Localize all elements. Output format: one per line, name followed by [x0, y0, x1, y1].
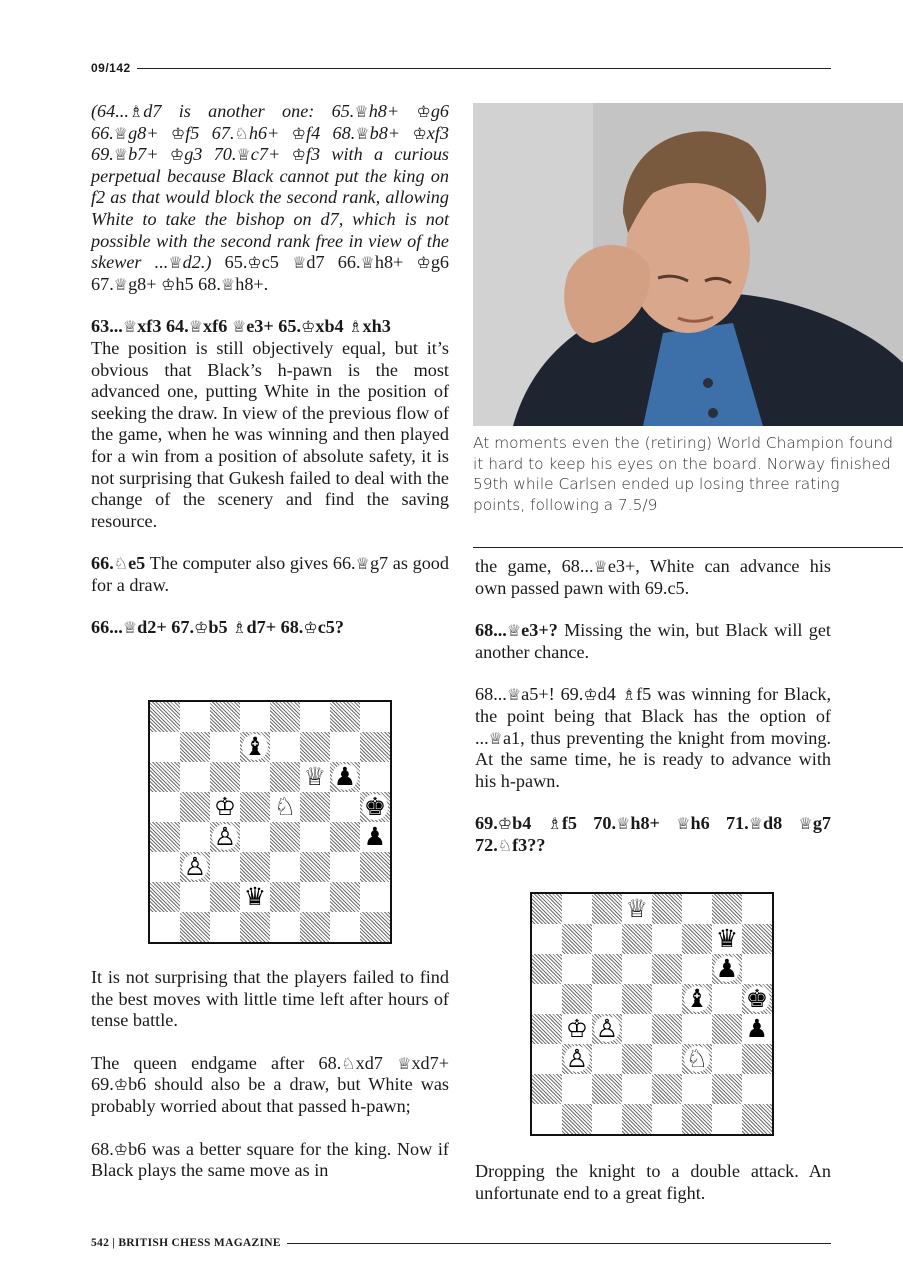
- chess-piece-icon: ♗: [621, 685, 637, 705]
- chess-piece-icon: ♕: [748, 814, 764, 834]
- board-square: [562, 1044, 592, 1074]
- chess-piece-icon: ♛: [715, 924, 739, 953]
- board-square: [622, 984, 652, 1014]
- chess-piece-icon: ♙: [565, 1044, 589, 1073]
- board-square: [652, 1014, 682, 1044]
- chess-piece-icon: ♕: [488, 728, 503, 748]
- board-square: [330, 822, 360, 852]
- text-paragraph: [475, 684, 831, 792]
- board-square: [210, 912, 240, 942]
- chess-piece-icon: ♔: [565, 1014, 589, 1043]
- board-square: [150, 762, 180, 792]
- chess-piece-icon: ♕: [292, 253, 307, 273]
- chess-piece-icon: ♔: [583, 685, 598, 705]
- board-square: [742, 954, 772, 984]
- board-square: [240, 852, 270, 882]
- board-square: [562, 1074, 592, 1104]
- board-square: [532, 984, 562, 1014]
- chess-piece-icon: ♘: [497, 835, 513, 855]
- board-square: [270, 882, 300, 912]
- text-run: h8+: [374, 252, 417, 273]
- chess-piece-icon: ♟: [745, 1014, 769, 1043]
- chess-piece-icon: ♕: [355, 123, 370, 143]
- board-square: [532, 894, 562, 924]
- chess-piece-icon: ♟: [363, 822, 387, 851]
- board-square: [652, 1074, 682, 1104]
- move-heading: [91, 617, 449, 639]
- text-run: e3+ 65.: [246, 316, 301, 337]
- text-run: the game, 68...: [475, 556, 594, 576]
- text-run: d7 is another one: 65.: [143, 101, 355, 121]
- board-square: [562, 954, 592, 984]
- chess-piece-icon: ♔: [161, 274, 176, 294]
- board-square: [300, 852, 330, 882]
- board-square: [210, 792, 240, 822]
- chess-piece-icon: ♕: [676, 814, 691, 834]
- chess-diagram: [148, 700, 392, 944]
- board-square: [150, 792, 180, 822]
- board-square: [682, 894, 712, 924]
- board-square: [742, 924, 772, 954]
- board-square: [300, 822, 330, 852]
- chess-piece-icon: ♕: [506, 621, 522, 641]
- text-run: h8+: [630, 813, 677, 834]
- board-square: [270, 732, 300, 762]
- board-square: [180, 792, 210, 822]
- board-square: [150, 852, 180, 882]
- board-square: [532, 1104, 562, 1134]
- chess-piece-icon: ♔: [247, 253, 262, 273]
- board-square: [652, 924, 682, 954]
- chess-piece-icon: ♛: [243, 882, 267, 911]
- board-square: [562, 924, 592, 954]
- chess-piece-icon: ♔: [416, 102, 431, 121]
- chess-piece-icon: ♕: [231, 317, 247, 337]
- text-run: xh3: [362, 316, 391, 337]
- text-paragraph: [475, 556, 831, 599]
- board-square: [532, 924, 562, 954]
- text-run: 68...: [475, 684, 507, 705]
- board-square: [240, 762, 270, 792]
- board-square: [712, 894, 742, 924]
- analysis-paragraph: The position is still objectively equal, but it’s obvious that Black’s h-pawn is the most advanced one, putting White in the position of seeking the draw. In view of the previous flow of the game, when he was winning and then played for a win from a position of absolute safety, it is not surprising that Gukesh failed to deal with the change of the scenery and find the saving resource.: [91, 337, 449, 531]
- board-square: [330, 732, 360, 762]
- chess-piece-icon: ♘: [341, 1053, 356, 1073]
- text-paragraph: [475, 620, 831, 663]
- text-run: d2+ 67.: [137, 617, 195, 638]
- board-square: [360, 822, 390, 852]
- board-square: [270, 822, 300, 852]
- chess-piece-icon: ♙: [213, 822, 237, 851]
- board-square: [592, 894, 622, 924]
- chess-piece-icon: ♕: [236, 145, 251, 165]
- board-square: [532, 1044, 562, 1074]
- board-square: [180, 732, 210, 762]
- board-square: [330, 912, 360, 942]
- board-square: [270, 702, 300, 732]
- board-square: [300, 912, 330, 942]
- text-paragraph: Dropping the knight to a double attack. An unfortunate end to a great fight.: [475, 1161, 831, 1203]
- board-square: [712, 1104, 742, 1134]
- board-square: [682, 1014, 712, 1044]
- chess-piece-icon: ♚: [363, 792, 387, 821]
- chess-piece-icon: ♕: [360, 253, 375, 273]
- board-square: [210, 882, 240, 912]
- text-run: f5 67.: [185, 122, 235, 143]
- text-run: d4: [597, 684, 622, 705]
- board-square: [150, 822, 180, 852]
- chess-piece-icon: ♕: [798, 814, 813, 834]
- text-run: g7 72.: [475, 813, 832, 855]
- board-square: [622, 1104, 652, 1134]
- board-square: [682, 984, 712, 1014]
- left-column: [91, 101, 449, 660]
- chess-piece-icon: ♕: [354, 102, 369, 121]
- board-square: [532, 1074, 562, 1104]
- board-square: [652, 894, 682, 924]
- board-square: [742, 1044, 772, 1074]
- page-header: [91, 58, 831, 78]
- text-run: The computer also gives 66.: [145, 553, 356, 574]
- board-square: [592, 1104, 622, 1134]
- chess-piece-icon: ♕: [220, 274, 236, 294]
- text-run: e5: [128, 553, 146, 574]
- header-rule: [137, 68, 831, 69]
- chess-piece-icon: ♔: [213, 792, 237, 821]
- text-run: f5 was winning for Black, the point being that Black has the option of ...: [475, 684, 832, 748]
- chess-piece-icon: ♘: [685, 1044, 709, 1073]
- chess-piece-icon: ♕: [113, 145, 129, 165]
- text-run: f3 with a curious perpetual because Black cannot put the king on f2 as that would block the second rank, allowing White to take the bishop on d7, which is not possible with the second rank free in view of the skewer ...: [91, 144, 449, 273]
- board-square: [652, 1104, 682, 1134]
- board-square: [210, 732, 240, 762]
- board-square: [330, 702, 360, 732]
- board-square: [240, 882, 270, 912]
- board-square: [330, 792, 360, 822]
- board-square: [210, 852, 240, 882]
- board-square: [300, 762, 330, 792]
- chess-piece-icon: ♔: [416, 253, 431, 273]
- board-square: [682, 924, 712, 954]
- chess-piece-icon: ♘: [113, 554, 129, 574]
- text-run: xf6: [203, 316, 232, 337]
- board-square: [150, 912, 180, 942]
- text-run: d8: [763, 813, 799, 834]
- board-square: [742, 984, 772, 1014]
- board-square: [300, 702, 330, 732]
- board-square: [150, 732, 180, 762]
- board-square: [622, 1074, 652, 1104]
- chess-piece-icon: ♔: [303, 618, 318, 638]
- board-square: [180, 852, 210, 882]
- board-square: [360, 732, 390, 762]
- board-square: [592, 954, 622, 984]
- board-square: [360, 762, 390, 792]
- chess-piece-icon: ♚: [745, 984, 769, 1013]
- board-square: [622, 954, 652, 984]
- board-square: [742, 1104, 772, 1134]
- text-run: g3 70.: [184, 144, 237, 165]
- text-run: e3+?: [521, 620, 558, 641]
- text-run: b5: [208, 617, 233, 638]
- chess-piece-icon: ♝: [243, 732, 267, 761]
- board-square: [270, 762, 300, 792]
- text-run: f5 70.: [561, 813, 616, 834]
- text-run: 63...: [91, 316, 123, 337]
- text-run: (64...: [91, 101, 129, 121]
- board-square: [682, 1104, 712, 1134]
- text-run: g7 as good for a draw.: [91, 553, 449, 595]
- text-run: 68...: [475, 620, 507, 641]
- board-square: [360, 702, 390, 732]
- text-run: g6 66.: [91, 101, 449, 143]
- board-square: [712, 954, 742, 984]
- board-square: [240, 732, 270, 762]
- chess-piece-icon: ♔: [170, 123, 186, 143]
- board-square: [180, 882, 210, 912]
- board-square: [300, 732, 330, 762]
- chess-piece-icon: ♕: [397, 1053, 412, 1073]
- text-run: b6 was a better square for the king. Now if Black plays the same move as in: [91, 1138, 449, 1181]
- chess-piece-icon: ♗: [348, 317, 363, 337]
- chess-piece-icon: ♙: [183, 852, 207, 881]
- text-run: The queen endgame after 68.: [91, 1052, 342, 1073]
- board-square: [712, 1044, 742, 1074]
- board-square: [360, 882, 390, 912]
- chess-piece-icon: ♘: [273, 792, 297, 821]
- footer-rule: [287, 1243, 831, 1244]
- board-square: [682, 1044, 712, 1074]
- board-square: [712, 924, 742, 954]
- chess-piece-icon: ♔: [412, 123, 427, 143]
- text-run: a5+! 69.: [521, 684, 584, 705]
- board-square: [592, 1044, 622, 1074]
- text-run: f3??: [512, 834, 546, 855]
- chess-piece-icon: ♕: [113, 274, 129, 294]
- chess-piece-icon: ♕: [355, 554, 370, 574]
- chess-piece-icon: ♗: [128, 102, 144, 121]
- board-square: [210, 762, 240, 792]
- chess-piece-icon: ♔: [113, 1139, 129, 1159]
- text-run: xf3 64.: [137, 316, 189, 337]
- board-square: [300, 792, 330, 822]
- board-square: [652, 954, 682, 984]
- text-run: g8+: [128, 273, 162, 294]
- chess-piece-icon: ♔: [497, 814, 513, 834]
- board-square: [270, 912, 300, 942]
- move-heading: [91, 316, 449, 338]
- text-run: d7 66.: [306, 252, 361, 273]
- text-run: e3+, White can advance his own passed pawn with 69.c5.: [475, 556, 831, 598]
- chess-piece-icon: ♘: [234, 123, 249, 143]
- text-run: d7+ 68.: [246, 617, 304, 638]
- chess-piece-icon: ♟: [333, 762, 357, 791]
- text-run: xf3 69.: [91, 122, 450, 165]
- board-square: [180, 762, 210, 792]
- chess-piece-icon: ♕: [616, 814, 631, 834]
- board-square: [150, 702, 180, 732]
- text-run: h6 71.: [690, 813, 749, 834]
- text-run: b6 should also be a draw, but White was probably worried about that passed h-pawn;: [91, 1074, 449, 1116]
- board-square: [742, 1074, 772, 1104]
- text-run: b7+: [128, 144, 170, 165]
- board-square: [712, 984, 742, 1014]
- text-run: h8+.: [235, 273, 269, 294]
- board-square: [562, 1104, 592, 1134]
- board-square: [330, 852, 360, 882]
- board-square: [622, 894, 652, 924]
- chess-piece-icon: ♔: [113, 1075, 129, 1095]
- chess-piece-icon: ♕: [122, 618, 138, 638]
- board-square: [622, 1044, 652, 1074]
- chess-piece-icon: ♕: [188, 317, 204, 337]
- chess-piece-icon: ♕: [168, 253, 183, 273]
- board-square: [240, 792, 270, 822]
- board-square: [210, 822, 240, 852]
- photo-caption: At moments even the (retiring) World Champion found it hard to keep his eyes on the board. Norway finished 59th while Carlsen ended up losing three rating points, following a 7.5/9: [473, 434, 894, 514]
- chess-piece-icon: ♕: [593, 557, 608, 576]
- board-square: [592, 1074, 622, 1104]
- player-photo: [473, 103, 903, 426]
- board-square: [742, 1014, 772, 1044]
- board-square: [210, 702, 240, 732]
- left-column-lower: [91, 967, 449, 1182]
- chess-piece-icon: ♗: [232, 618, 247, 638]
- variation-paragraph: [91, 101, 449, 295]
- chess-piece-icon: ♟: [715, 954, 739, 983]
- board-square: [622, 1014, 652, 1044]
- board-square: [532, 954, 562, 984]
- chess-piece-icon: ♕: [506, 685, 522, 705]
- board-square: [330, 762, 360, 792]
- chess-piece-icon: ♔: [194, 618, 209, 638]
- text-run: Missing the win, but Black will get another chance.: [475, 620, 831, 662]
- text-run: 68.: [91, 1138, 114, 1159]
- text-run: a1, thus preventing the knight from moving. At the same time, he is ready to advance with his h-pawn.: [475, 727, 831, 791]
- board-square: [712, 1014, 742, 1044]
- board-square: [562, 894, 592, 924]
- text-run: c5?: [317, 617, 344, 638]
- board-square: [592, 1014, 622, 1044]
- board-square: [562, 984, 592, 1014]
- text-run: h8+: [368, 101, 417, 121]
- board-square: [150, 882, 180, 912]
- board-square: [240, 702, 270, 732]
- chess-piece-icon: ♗: [547, 814, 562, 834]
- text-run: g8+: [128, 122, 171, 143]
- text-paragraph: It is not surprising that the players failed to find the best moves with little time left after hours of tense battle.: [91, 967, 449, 1031]
- text-run: b4: [512, 813, 548, 834]
- chess-piece-icon: ♔: [291, 123, 307, 143]
- board-square: [180, 912, 210, 942]
- board-square: [180, 702, 210, 732]
- text-run: xd7: [355, 1052, 398, 1073]
- chess-piece-icon: ♔: [291, 145, 306, 165]
- footer-label: 542 | BRITISH CHESS MAGAZINE: [91, 1237, 281, 1249]
- board-square: [622, 924, 652, 954]
- board-square: [360, 792, 390, 822]
- chess-piece-icon: ♕: [113, 123, 129, 143]
- board-square: [180, 822, 210, 852]
- right-column: [475, 556, 831, 878]
- board-square: [532, 1014, 562, 1044]
- board-square: [742, 894, 772, 924]
- text-run: 66...: [91, 617, 123, 638]
- text-run: 65.: [211, 252, 248, 273]
- caption-rule: [473, 547, 903, 548]
- board-square: [712, 1074, 742, 1104]
- board-square: [240, 912, 270, 942]
- text-run: 66.: [91, 553, 114, 574]
- chess-piece-icon: ♔: [301, 317, 316, 337]
- board-square: [360, 852, 390, 882]
- chess-piece-icon: ♕: [625, 894, 649, 923]
- text-paragraph: [91, 1053, 449, 1118]
- board-square: [652, 984, 682, 1014]
- board-square: [652, 1044, 682, 1074]
- chess-piece-icon: ♕: [303, 762, 327, 791]
- right-column-lower: [475, 1161, 831, 1204]
- text-run: c7+: [250, 144, 292, 165]
- photo-illustration: [473, 103, 903, 426]
- text-run: c5: [261, 252, 293, 273]
- text-run: 69.: [475, 813, 498, 834]
- board-square: [360, 912, 390, 942]
- text-run: f4 68.: [306, 122, 356, 143]
- move-heading: [475, 813, 831, 856]
- chess-piece-icon: ♝: [685, 984, 709, 1013]
- chess-piece-icon: ♔: [169, 145, 185, 165]
- board-square: [592, 984, 622, 1014]
- knight-move-paragraph: [91, 553, 449, 596]
- text-run: d2.): [182, 252, 212, 273]
- chess-piece-icon: ♙: [595, 1014, 619, 1043]
- text-run: xb4: [315, 316, 349, 337]
- text-run: h5 68.: [175, 273, 221, 294]
- board-square: [240, 822, 270, 852]
- board-square: [270, 792, 300, 822]
- text-run: xd7+ 69.: [91, 1052, 449, 1095]
- board-square: [592, 924, 622, 954]
- text-run: g6 67.: [91, 252, 449, 294]
- text-run: b8+: [369, 122, 413, 143]
- page-number: 09/142: [91, 61, 131, 75]
- board-square: [682, 954, 712, 984]
- text-paragraph: [91, 1139, 449, 1182]
- board-square: [330, 882, 360, 912]
- board-square: [682, 1074, 712, 1104]
- chess-piece-icon: ♕: [122, 317, 138, 337]
- board-square: [270, 852, 300, 882]
- board-square: [300, 882, 330, 912]
- page-footer: [91, 1234, 831, 1252]
- chess-diagram: [530, 892, 774, 1136]
- text-run: h6+: [248, 122, 292, 143]
- board-square: [562, 1014, 592, 1044]
